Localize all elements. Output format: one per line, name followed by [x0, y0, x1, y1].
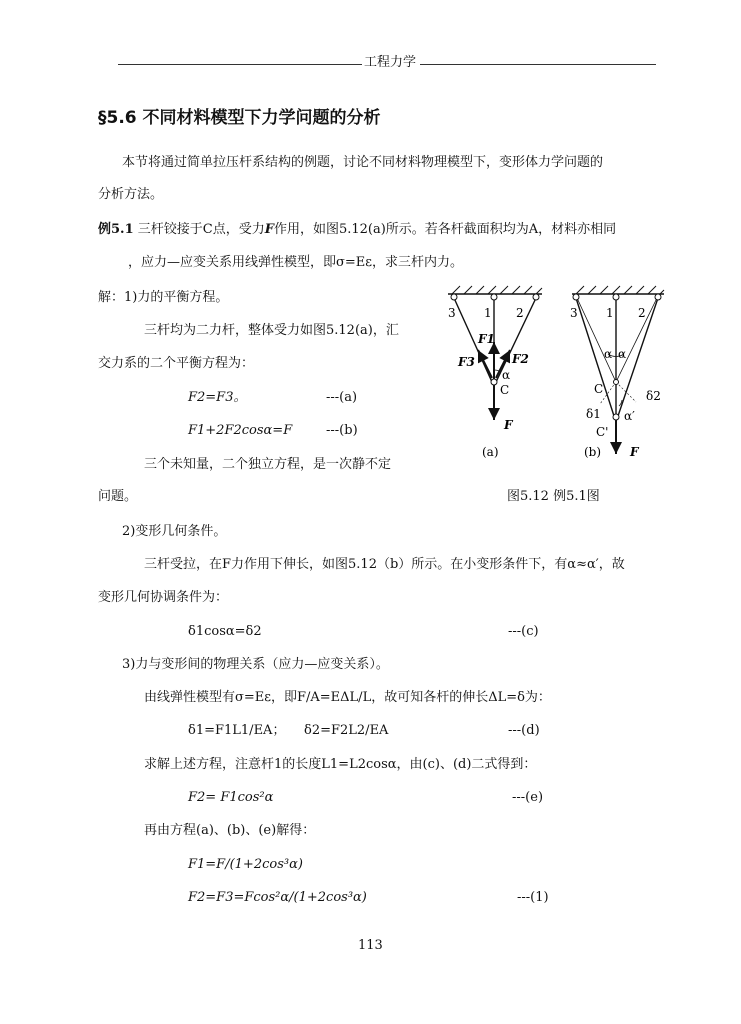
bar-label-a-3: 3 [448, 306, 456, 320]
equation-d-1: δ1=F1L1/EA； [188, 723, 286, 738]
section-title: §5.6 不同材料模型下力学问题的分析 [98, 108, 381, 128]
result-f1: F1=F/(1+2cos³α) [188, 857, 303, 872]
header-rule-left [118, 64, 362, 65]
result-tag-1: ---(1) [517, 890, 549, 905]
example-line-1 [98, 222, 616, 238]
equation-b-tag: ---(b) [326, 423, 358, 438]
pin-a-2 [533, 294, 539, 300]
solution-step-2: 2)变形几何条件。 [122, 524, 227, 539]
figure-b [570, 286, 664, 459]
pin-b-3 [573, 294, 579, 300]
label-alpha-prime: α′ [624, 409, 635, 423]
node-a-c [491, 379, 497, 385]
solution-para-1a: 三杆均为二力杆，整体受力如图5.12(a)，汇 [144, 323, 399, 338]
label-delta2: δ2 [646, 389, 661, 403]
pin-b-2 [655, 294, 661, 300]
label-node-c-prime: C' [596, 425, 609, 439]
solution-para-1b: 交力系的二个平衡方程为： [98, 356, 255, 371]
equation-c: δ1cosα=δ2 [188, 624, 262, 639]
equation-c-tag: ---(c) [508, 624, 539, 639]
ceiling-hatch-a [452, 286, 542, 294]
pin-a-3 [451, 294, 457, 300]
label-f2: F2 [512, 352, 529, 366]
pin-a-1 [491, 294, 497, 300]
label-node-c-b: C [594, 382, 604, 396]
bar-label-b-1: 1 [606, 306, 614, 320]
bar-label-b-2: 2 [638, 306, 646, 320]
solution-para-2b: 问题。 [98, 489, 138, 504]
label-alpha-a: α [502, 368, 511, 382]
equation-b: F1+2F2cosα=F [188, 423, 293, 438]
header-title: 工程力学 [364, 55, 417, 70]
label-f-a: F [504, 418, 513, 432]
label-f3: F3 [458, 355, 475, 369]
equation-d-2: δ2=F2L2/EA [304, 723, 389, 738]
example-force-symbol: F [264, 222, 274, 237]
label-f-b: F [630, 445, 639, 459]
solution-para-4: 由线弹性模型有σ=Eε，即F/A=EΔL/L，故可知各杆的伸长ΔL=δ为： [144, 690, 551, 705]
bar-label-a-1: 1 [484, 306, 492, 320]
result-f2-f3: F2=F3=Fcos²α/(1+2cos³α) [188, 890, 367, 905]
equation-e-tag: ---(e) [512, 790, 544, 805]
figure-5-12 [440, 284, 680, 504]
label-alpha-left-b: α [604, 347, 613, 361]
page-number: 113 [358, 938, 383, 953]
solution-para-6: 再由方程(a)、(b)、(e)解得： [144, 823, 316, 838]
intro-line-1: 本节将通过简单拉压杆系结构的例题，讨论不同材料物理模型下，变形体力学问题的 [122, 155, 604, 170]
node-b-c [614, 380, 619, 385]
intro-line-2: 分析方法。 [98, 187, 164, 202]
figure-b-label: (b) [584, 445, 602, 459]
equation-a: F2=F3。 [188, 390, 247, 405]
ceiling-hatch-b [576, 286, 664, 294]
perpendicular-lines-b [600, 382, 636, 404]
example-line-2: ，应力—应变关系用线弹性模型，即σ=Eε，求三杆内力。 [128, 255, 463, 270]
example-label: 例5.1 [98, 222, 134, 237]
bar-label-a-2: 2 [516, 306, 524, 320]
example-text-1c: 作用，如图5.12(a)所示。若各杆截面积均为A，材料亦相同 [273, 222, 617, 237]
node-b-c-prime [613, 414, 619, 420]
header-rule-right [420, 64, 656, 65]
solution-step-3: 3)力与变形间的物理关系（应力—应变关系）。 [122, 657, 389, 672]
example-text-1a: 三杆铰接于C点，受力 [137, 222, 265, 237]
figure-caption: 图5.12 例5.1图 [507, 489, 600, 504]
bar-label-b-3: 3 [570, 306, 578, 320]
solution-para-3a: 三杆受拉，在F力作用下伸长，如图5.12（b）所示。在小变形条件下，有α≈α′，故 [144, 557, 625, 572]
equation-e: F2= F1cos²α [188, 790, 274, 805]
label-f1: F1 [478, 332, 495, 346]
label-node-c-a: C [500, 383, 510, 397]
solution-step-1: 解：1)力的平衡方程。 [98, 290, 229, 305]
figure-a-label: (a) [482, 445, 499, 459]
force-f3-arrow [478, 350, 492, 378]
pin-b-1 [613, 294, 619, 300]
solution-para-3b: 变形几何协调条件为： [98, 590, 229, 605]
solution-para-2a: 三个未知量，二个独立方程，是一次静不定 [144, 457, 392, 472]
solution-para-5: 求解上述方程，注意杆1的长度L1=L2cosα，由(c)、(d)二式得到： [144, 757, 537, 772]
figure-a [448, 286, 542, 459]
equation-d-tag: ---(d) [508, 723, 540, 738]
label-delta1: δ1 [586, 407, 601, 421]
label-alpha-right-b: α [618, 347, 627, 361]
equation-a-tag: ---(a) [326, 390, 358, 405]
